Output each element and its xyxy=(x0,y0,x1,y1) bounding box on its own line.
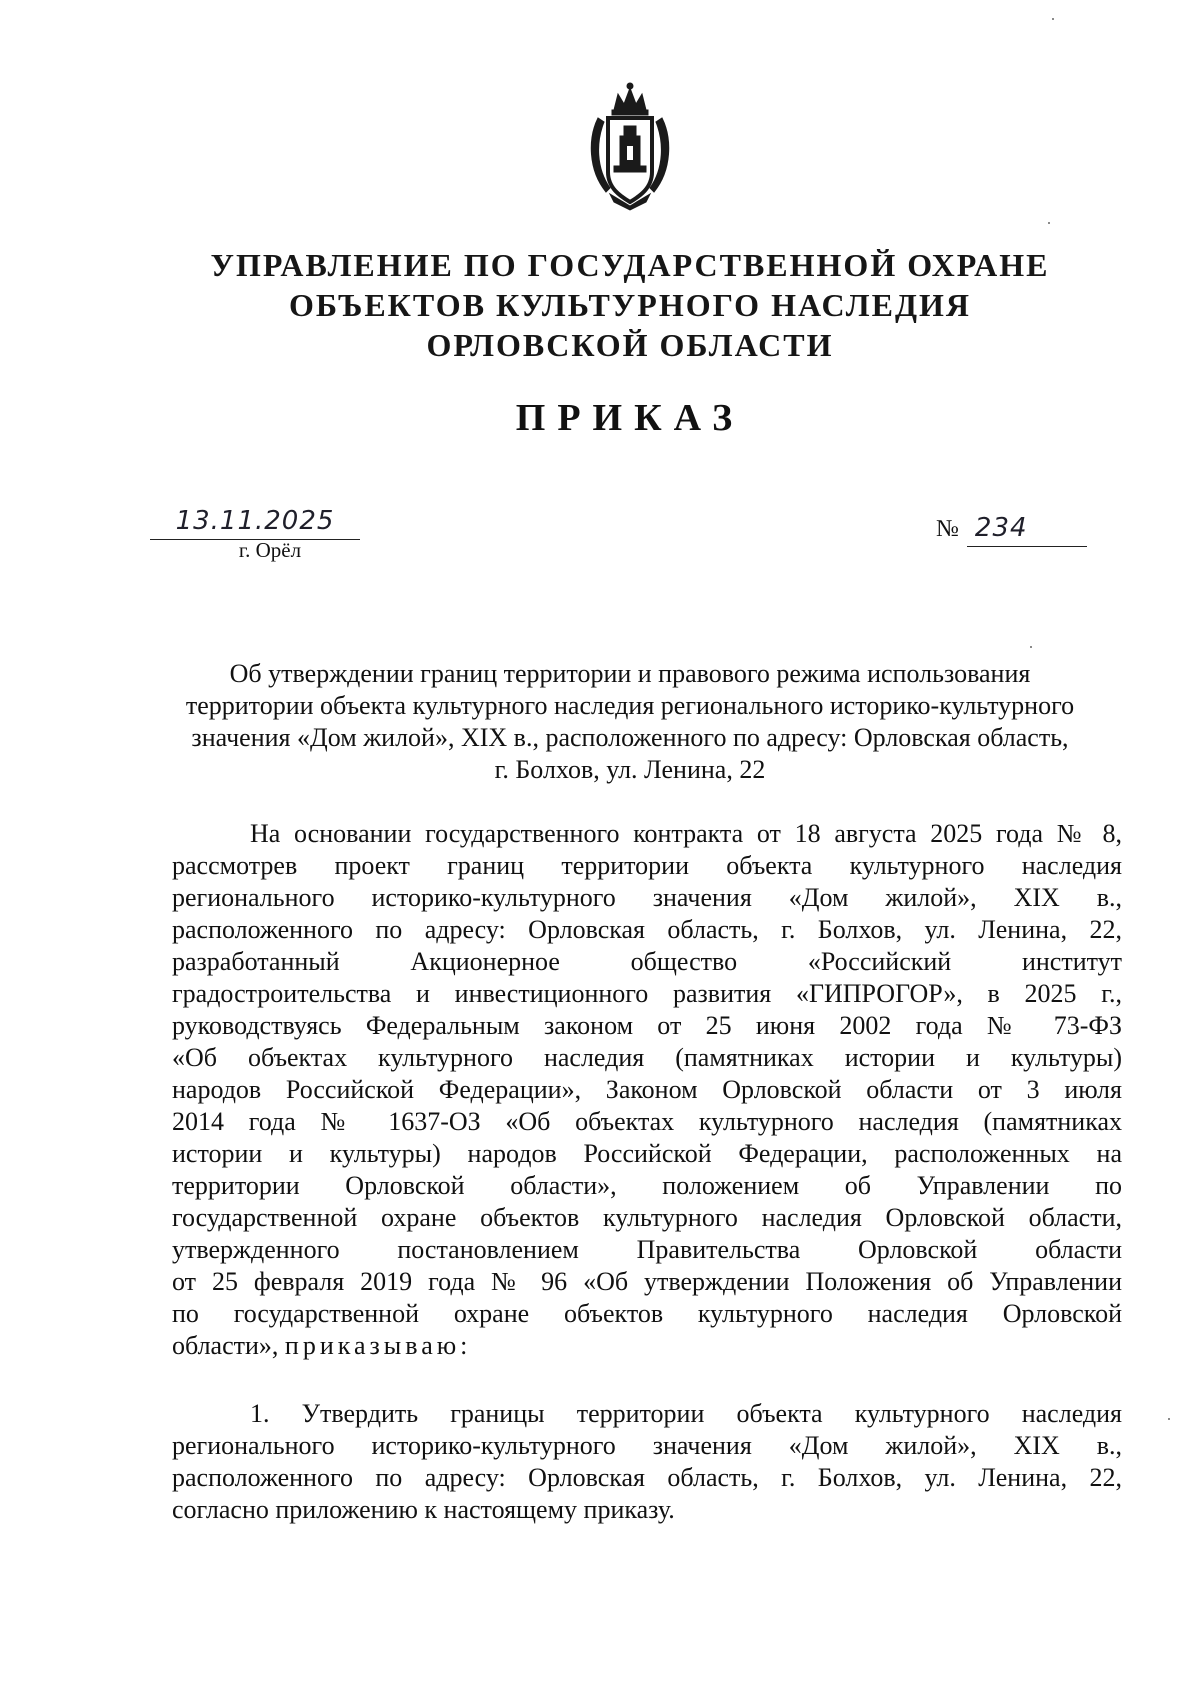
orel-region-coat-of-arms-icon xyxy=(580,80,680,212)
text-line: руководствуясь Федеральным законом от 25 июня 2002 года № 73-ФЗ xyxy=(172,1011,1122,1040)
scan-speck xyxy=(1030,646,1032,648)
item-1-paragraph xyxy=(172,1398,1122,1526)
text-line: регионального историко-культурного значения «Дом жилой», XIX в., xyxy=(172,883,1122,912)
text-line: истории и культуры) народов Российской Федерации, расположенных на xyxy=(172,1139,1122,1168)
order-word: приказываю: xyxy=(284,1331,472,1360)
date-block xyxy=(150,505,360,563)
text-line: разработанный Акционерное общество «Российский институт xyxy=(172,947,1122,976)
text-line: территории Орловской области», положением об Управлении по xyxy=(172,1171,1122,1200)
text-line: 1. Утвердить границы территории объекта культурного наследия xyxy=(250,1399,1122,1428)
text-line: утвержденного постановлением Правительства Орловской области xyxy=(172,1235,1122,1264)
preamble-paragraph xyxy=(172,818,1122,1362)
scan-speck xyxy=(1048,222,1050,224)
document-body xyxy=(172,818,1122,1526)
agency-name-line: ОРЛОВСКОЙ ОБЛАСТИ xyxy=(426,327,834,363)
subject-line: г. Болхов, ул. Ленина, 22 xyxy=(494,755,766,784)
text-line: регионального историко-культурного значения «Дом жилой», XIX в., xyxy=(172,1431,1122,1460)
document-number-block xyxy=(936,512,1087,547)
text-line: «Об объектах культурного наследия (памятниках истории и культуры) xyxy=(172,1043,1122,1072)
text-line: рассмотрев проект границ территории объекта культурного наследия xyxy=(172,851,1122,880)
text-line: расположенного по адресу: Орловская область, г. Болхов, ул. Ленина, 22, xyxy=(172,1463,1122,1492)
scan-speck xyxy=(1168,1418,1170,1420)
agency-name xyxy=(160,245,1100,365)
preamble-end-text: области», xyxy=(172,1331,285,1360)
text-line: На основании государственного контракта от 18 августа 2025 года № 8, xyxy=(250,819,1122,848)
subject-line: значения «Дом жилой», XIX в., расположенного по адресу: Орловская область, xyxy=(191,723,1069,752)
handwritten-date: 13.11.2025 xyxy=(150,505,360,540)
text-line: по государственной охране объектов культурного наследия Орловской xyxy=(172,1299,1122,1328)
text-line: от 25 февраля 2019 года № 96 «Об утверждении Положения об Управлении xyxy=(172,1267,1122,1296)
number-label: № xyxy=(936,516,959,542)
text-line-final xyxy=(172,1330,1122,1362)
text-line: расположенного по адресу: Орловская область, г. Болхов, ул. Ленина, 22, xyxy=(172,915,1122,944)
agency-name-line: УПРАВЛЕНИЕ ПО ГОСУДАРСТВЕННОЙ ОХРАНЕ xyxy=(210,247,1050,283)
scan-speck xyxy=(1052,18,1054,20)
text-line: государственной охране объектов культурного наследия Орловской области, xyxy=(172,1203,1122,1232)
text-line: народов Российской Федерации», Законом Орловской области от 3 июля xyxy=(172,1075,1122,1104)
text-line: согласно приложению к настоящему приказу. xyxy=(172,1495,675,1524)
text-line: 2014 года № 1637-ОЗ «Об объектах культурного наследия (памятниках xyxy=(172,1107,1122,1136)
document-subject xyxy=(160,658,1100,786)
text-line: градостроительства и инвестиционного развития «ГИПРОГОР», в 2025 г., xyxy=(172,979,1122,1008)
subject-line: Об утверждении границ территории и правового режима использования xyxy=(229,659,1031,688)
document-type-title: ПРИКАЗ xyxy=(515,397,745,439)
subject-line: территории объекта культурного наследия регионального историко-культурного xyxy=(185,691,1075,720)
agency-name-line: ОБЪЕКТОВ КУЛЬТУРНОГО НАСЛЕДИЯ xyxy=(289,287,971,323)
city-label: г. Орёл xyxy=(238,538,302,562)
handwritten-number: 234 xyxy=(967,512,1087,547)
